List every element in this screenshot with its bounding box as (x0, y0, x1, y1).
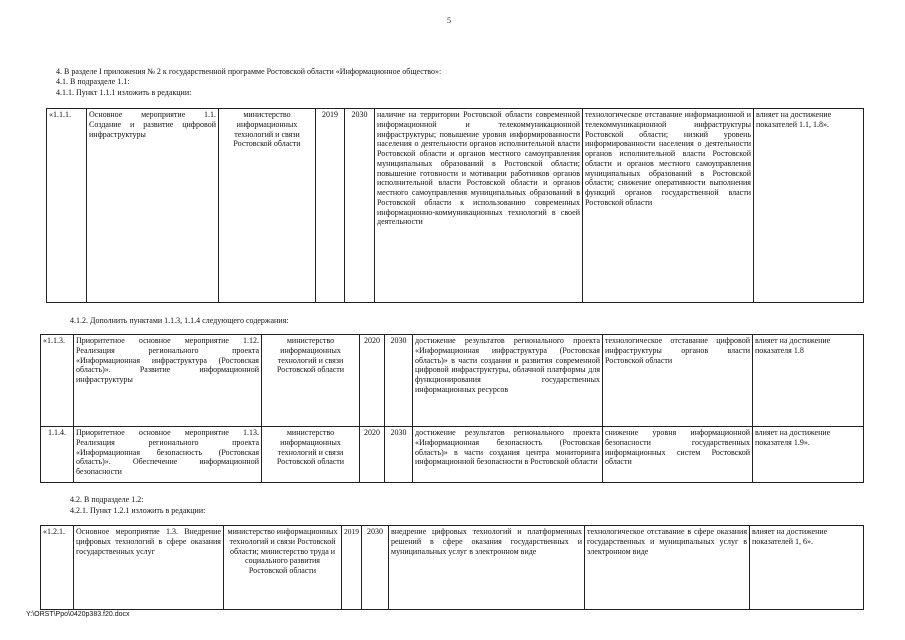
item-number: «1.1.3. (41, 335, 74, 427)
measure-name: Приоритетное основное мероприятие 1.12. Реализация регионального проекта «Информационная инфраструктура (Ростовская область)». Развитие информационной инфраструктуры (74, 335, 262, 427)
executor: министерство информационных технологий и связи Ростовской области (262, 335, 360, 427)
table-row (41, 526, 864, 610)
expected-result: наличие на территории Ростовской области современной информационной и телекоммуникационной инфраструктуры; повышение уровня информированности населения о деятельности органов исполнительной власти Ростовской области и органов местного самоуправления муниципальных образований в Ростовской области; повышение готовности и мотивации работников органов исполнительной власти Ростовской области и органов местного самоуправления муниципальных образований в Ростовской области к использованию современных информационно-коммуникационных технологий в своей деятельности (375, 109, 583, 303)
table-row (41, 335, 864, 427)
non-implementation-consequences: снижение уровня информационной безопасности государственных информационных систем Ростовской области (603, 427, 753, 483)
measure-name: Основное мероприятие 1.3. Внедрение цифровых технологий в сфере оказания государственных услуг (74, 526, 224, 610)
start-year: 2020 (360, 427, 385, 483)
item-number: «1.2.1. (41, 526, 74, 610)
item-number: 1.1.4. (41, 427, 74, 483)
executor: министерство информационных технологий и связи Ростовской области; министерство труда и социального развития Ростовской области (224, 526, 342, 610)
indicator-link: влияет на достижение показателей 1, 6». (750, 526, 864, 610)
indicator-link: влияет на достижение показателя 1.9». (753, 427, 864, 483)
table-row (47, 109, 864, 303)
file-path-footer: Y:\ORST\Ppo\0420p383.f20.docx (26, 611, 130, 618)
end-year: 2030 (385, 335, 413, 427)
non-implementation-consequences: технологическое отставание цифровой инфраструктуры органов власти Ростовской области (603, 335, 753, 427)
end-year: 2030 (385, 427, 413, 483)
expected-result: достижение результатов регионального проекта «Информационная инфраструктура (Ростовская область)» в части создания и развития современной цифровой инфраструктуры, облачной платформы для функционирования государственных информационных ресурсов (413, 335, 603, 427)
table-item-1-2-1 (40, 525, 864, 610)
expected-result: внедрение цифровых технологий и платформенных решений в сфере оказания государственных и муниципальных услуг в электронном виде (389, 526, 585, 610)
start-year: 2019 (342, 526, 362, 610)
intro-line-1: 4. В разделе I приложения № 2 к государственной программе Ростовской области «Информационное общество»: (56, 67, 442, 76)
end-year: 2030 (362, 526, 389, 610)
measure-name: Приоритетное основное мероприятие 1.13. Реализация регионального проекта «Информационная безопасность (Ростовская область)». Обеспечение информационной безопасности (74, 427, 262, 483)
intro-line-3: 4.1.1. Пункт 1.1.1 изложить в редакции: (56, 88, 192, 97)
end-year: 2030 (345, 109, 375, 303)
indicator-link: влияет на достижение показателей 1.1, 1.8». (754, 109, 864, 303)
non-implementation-consequences: технологическое отставание в сфере оказания государственных и муниципальных услуг в электронном виде (585, 526, 750, 610)
start-year: 2020 (360, 335, 385, 427)
page-number: 5 (447, 16, 451, 25)
measure-name: Основное мероприятие 1.1. Создание и развитие цифровой инфраструктуры (87, 109, 219, 303)
expected-result: достижение результатов регионального проекта «Информационная безопасность (Ростовская область)» в части создания центра мониторинга информационной безопасности в Ростовской области (413, 427, 603, 483)
item-number: «1.1.1. (47, 109, 87, 303)
non-implementation-consequences: технологическое отставание информационной и телекоммуникационной инфраструктуры Ростовской области; низкий уровень информированности населения о деятельности органов исполнительной власти Ростовской области и органов местного самоуправления муниципальных образований в Ростовской области; снижение оперативности выполнения функций органов государственной власти Ростовской области (583, 109, 754, 303)
table-item-1-1-1 (46, 108, 864, 303)
indicator-link: влияет на достижение показателя 1.8 (753, 335, 864, 427)
start-year: 2019 (316, 109, 345, 303)
section3-line-1: 4.2. В подразделе 1.2: (70, 495, 144, 504)
table-items-1-1-3-4 (40, 334, 864, 483)
intro-line-2: 4.1. В подразделе 1.1: (56, 77, 130, 86)
section3-line-2: 4.2.1. Пункт 1.2.1 изложить в редакции: (70, 506, 206, 515)
table-row (41, 427, 864, 483)
section2-title: 4.1.2. Дополнить пунктами 1.1.3, 1.1.4 следующего содержания: (70, 316, 289, 325)
executor: министерство информационных технологий и связи Ростовской области (219, 109, 316, 303)
executor: министерство информационных технологий и связи Ростовской области (262, 427, 360, 483)
